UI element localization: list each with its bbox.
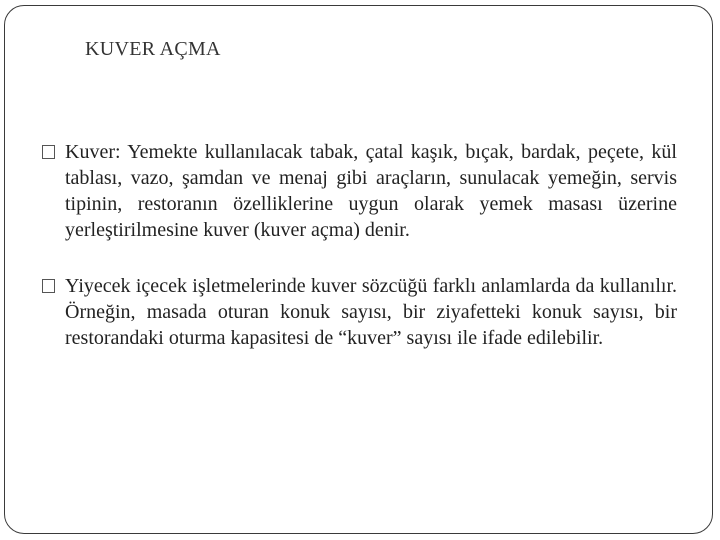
bullet-text: Kuver: Yemekte kullanılacak tabak, çatal kaşık, bıçak, bardak, peçete, kül tablası, vazo, şamdan ve menaj gibi araçların, sunulacak yemeğin, servis tipinin, restoranın özelliklerine uygun olarak yemek masası üzerine yerleştirilmesine kuver (kuver açma) denir. bbox=[65, 141, 677, 241]
bullet-text: Yiyecek içecek işletmelerinde kuver sözcüğü farklı anlamlarda da kullanılır. Örneğin, masada oturan konuk sayısı, bir ziyafetteki konuk sayısı, bir restorandaki oturma kapasitesi de “kuver” sayısı ile ifade edilebilir. bbox=[65, 275, 677, 349]
checkbox-square-icon bbox=[42, 145, 55, 159]
bullet-item-kuver-definition bbox=[41, 139, 677, 243]
checkbox-square-icon bbox=[42, 279, 55, 293]
bullet-item-kuver-usage bbox=[41, 273, 677, 351]
slide-frame bbox=[4, 5, 713, 534]
bullet-list bbox=[41, 139, 677, 351]
slide-title: KUVER AÇMA bbox=[85, 38, 221, 60]
